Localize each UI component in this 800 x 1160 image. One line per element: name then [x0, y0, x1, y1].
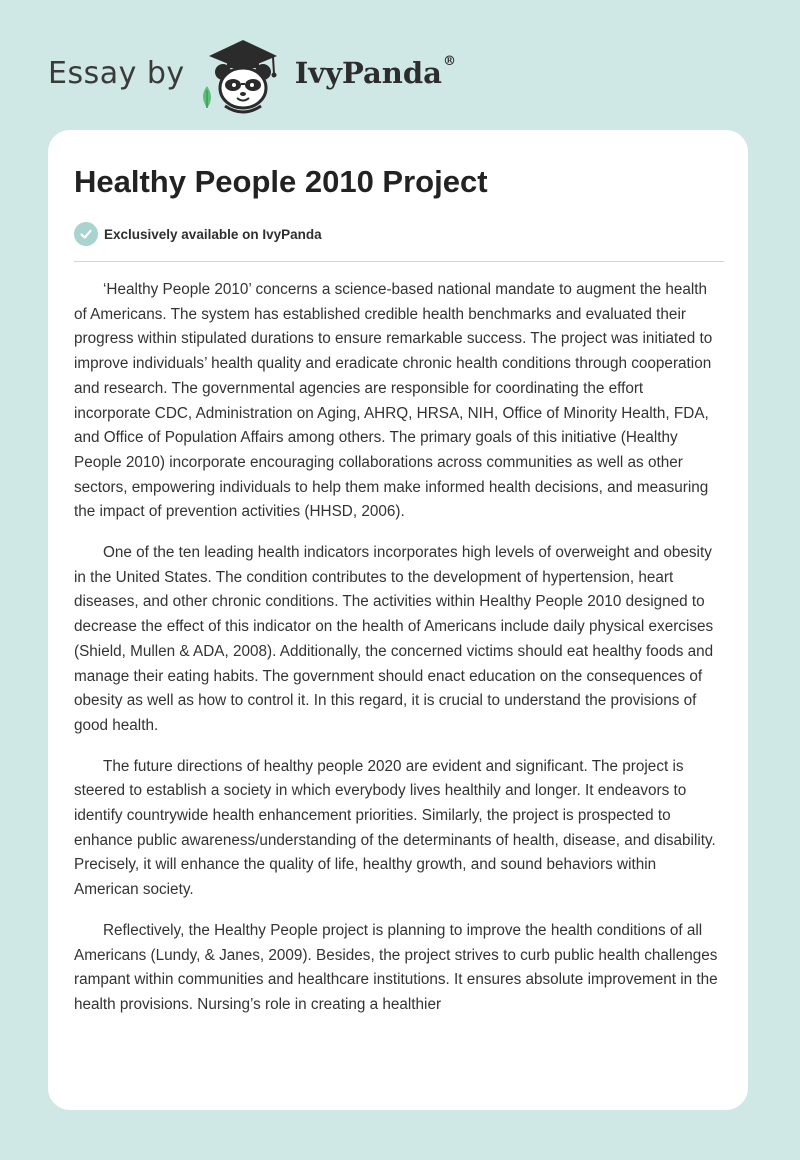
title-divider: [74, 261, 724, 262]
trademark-symbol: ®: [442, 54, 456, 69]
essay-title: Healthy People 2010 Project: [74, 164, 488, 199]
panda-logo-icon: [197, 28, 289, 118]
availability-text: Exclusively available on IvyPanda: [104, 226, 322, 242]
availability-badge: [74, 222, 322, 246]
paragraph-1: ‘Healthy People 2010’ concerns a science-based national mandate to augment the health of Americans. The system has established credible health benchmarks and evaluated their progress within stipulated durations to ensure remarkable success. The project was initiated to improve individuals’ health quality and eradicate chronic health conditions through cooperation and research. The governmental agencies are responsible for coordinating the effort incorporate CDC, Administration on Aging, AHRQ, HRSA, NIH, Office of Minority Health, FDA, and Office of Population Affairs among others. The primary goals of this initiative (Healthy People 2010) incorporate encouraging collaborations across communities as well as other sectors, empowering individuals to help them make informed health decisions, and measuring the impact of prevention activities (HHSD, 2006).: [74, 281, 713, 521]
essay-body: [74, 278, 722, 1034]
brand-header[interactable]: [48, 28, 456, 118]
essay-card: [48, 130, 748, 1110]
paragraph-2: One of the ten leading health indicators incorporates high levels of overweight and obesity in the United States. The condition contributes to the development of hypertension, heart diseases, and other chronic conditions. The activities within Healthy People 2010 designed to decrease the effect of this indicator on the health of Americans include daily physical exercises (Shield, Mullen & ADA, 2008). Additionally, the concerned victims should eat healthy foods and manage their eating habits. The government should enact education on the consequences of obesity as well as how to control it. In this regard, it is crucial to understand the provisions of good health.: [74, 544, 714, 734]
paragraph-4: Reflectively, the Healthy People project is planning to improve the health conditions of all Americans (Lundy, & Janes, 2009). Besides, the project strives to curb public health challenges rampant within communities and healthcare institutions. It ensures absolute improvement in the health provisions. Nursing’s role in creating a healthier: [74, 921, 718, 1013]
check-circle-icon: [74, 222, 98, 246]
brand-name: IvyPanda®: [294, 54, 456, 90]
paragraph-3: The future directions of healthy people 2020 are evident and significant. The project is steered to establish a society in which everybody lives healthily and longer. It endeavors to identify countrywide health enhancement priorities. Similarly, the project is prospected to enhance public awareness/understanding of the determinants of health, disease, and disability. Precisely, it will enhance the quality of life, healthy growth, and sound behaviors within American society.: [74, 757, 716, 899]
brand-prefix: Essay by: [48, 55, 185, 91]
